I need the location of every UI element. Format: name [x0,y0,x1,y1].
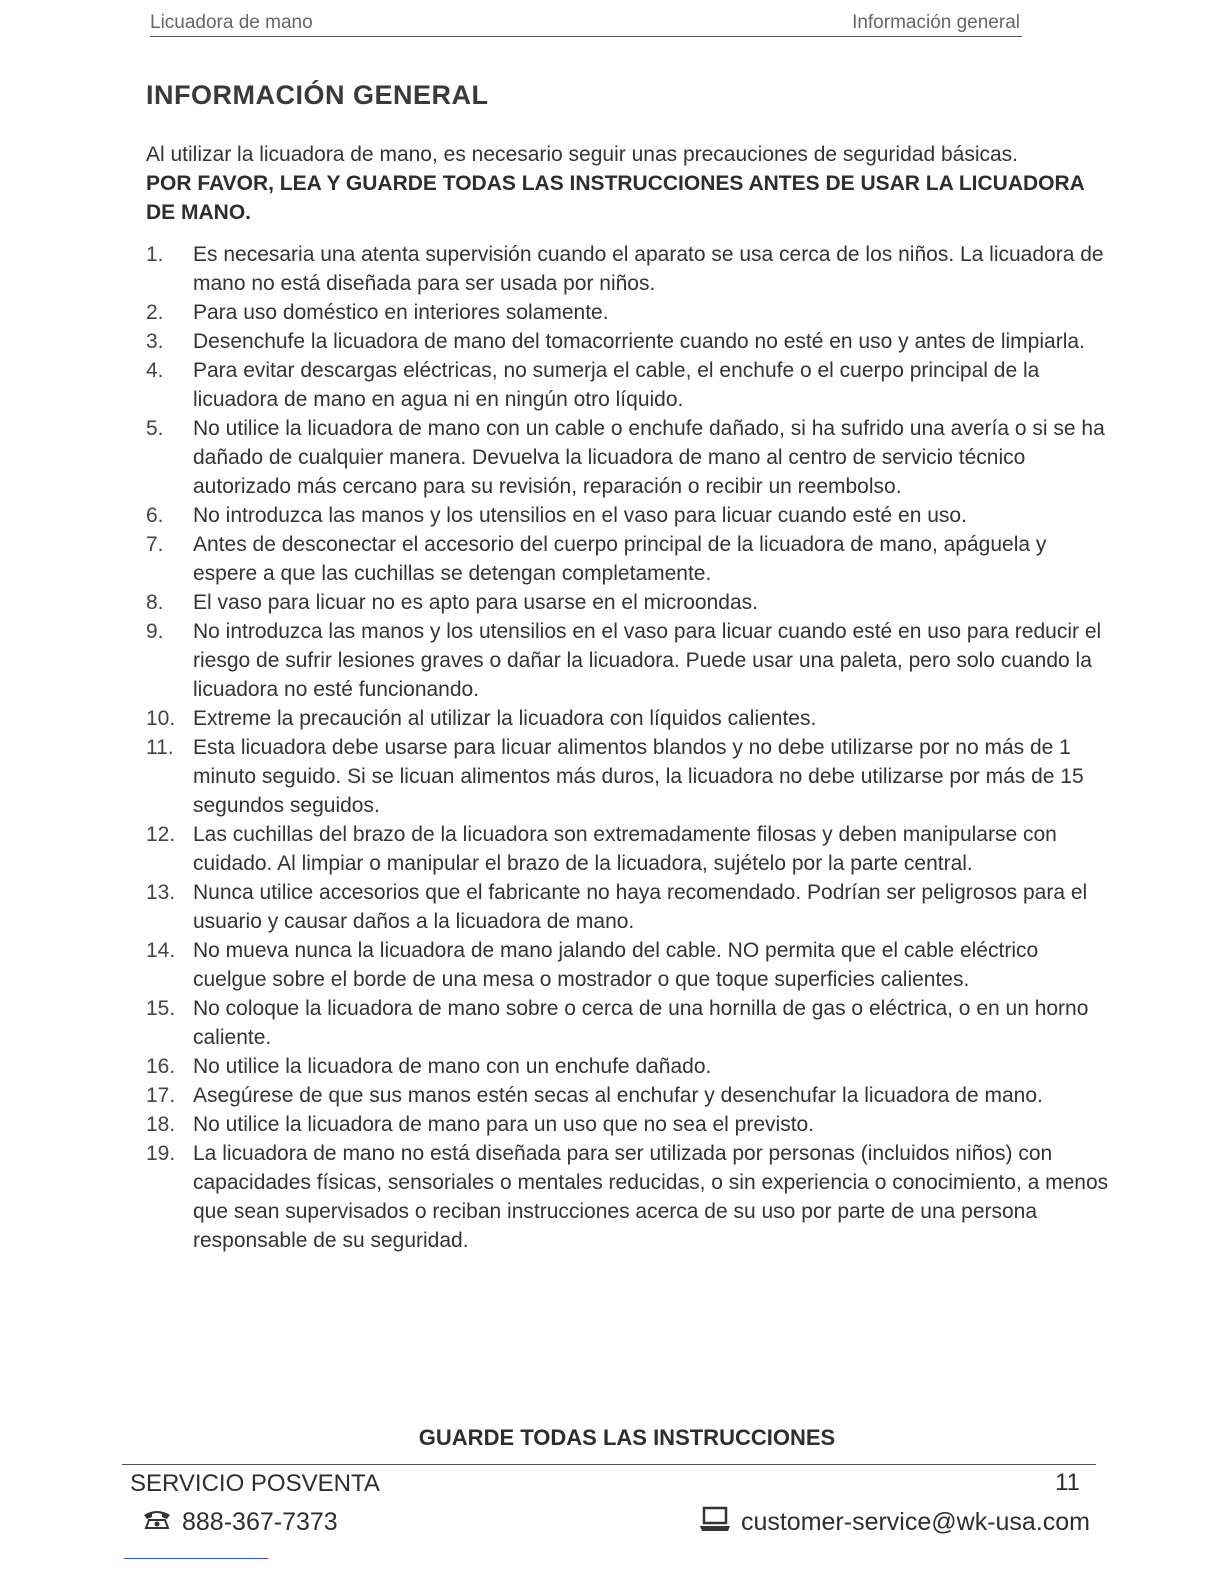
list-item-text: Las cuchillas del brazo de la licuadora son extremadamente filosas y deben manipularse con cuidado. Al limpiar o manipular el brazo de la licuadora, sujételo por la parte central. [193,823,1057,875]
list-item [146,1110,1111,1139]
list-item-number: 16. [146,1055,176,1078]
safety-instructions-list [146,240,1111,1255]
list-item-text: La licuadora de mano no está diseñada para ser utilizada por personas (incluidos niños) con capacidades físicas, sensoriales o mentales reducidas, o sin experiencia o conocimiento, a menos que sean supervisados o reciban instrucciones acerca de su uso por parte de una persona responsable de su seguridad. [193,1142,1109,1252]
list-item-number: 7. [146,533,164,556]
list-item-text: No utilice la licuadora de mano con un enchufe dañado. [193,1055,712,1078]
phone-number: 888-367-7373 [182,1508,338,1536]
list-item-text: Extreme la precaución al utilizar la licuadora con líquidos calientes. [193,707,817,730]
list-item-text: Asegúrese de que sus manos estén secas al enchufar y desenchufar la licuadora de mano. [193,1084,1043,1107]
list-item [146,704,1111,733]
footer-divider [122,1464,1096,1465]
list-item-text: No utilice la licuadora de mano con un cable o enchufe dañado, si ha sufrido una avería o si se ha dañado de cualquier manera. Devuelva la licuadora de mano al centro de servicio técnico autorizado más cercano para su revisión, reparación o recibir un reembolso. [193,417,1105,498]
list-item [146,1081,1111,1110]
list-item-text: El vaso para licuar no es apto para usarse en el microondas. [193,591,758,614]
closing-heading: GUARDE TODAS LAS INSTRUCCIONES [418,1425,836,1450]
list-item [146,501,1111,530]
list-item [146,356,1111,414]
running-header [150,12,1022,37]
intro-paragraph [146,140,1106,227]
email-address: customer-service@wk-usa.com [740,1508,1090,1536]
list-item-number: 14. [146,939,176,962]
list-item-number: 13. [146,881,176,904]
page-number: 11 [1055,1469,1080,1496]
list-item-number: 15. [146,997,176,1020]
list-item [146,588,1111,617]
list-item-text: Nunca utilice accesorios que el fabricante no haya recomendado. Podrían ser peligrosos para el usuario y causar daños a la licuadora de mano. [193,881,1088,933]
list-item-text: Para evitar descargas eléctricas, no sumerja el cable, el enchufe o el cuerpo principal de la licuadora de mano en agua ni en ningún otro líquido. [193,359,1040,411]
footer-service-label: SERVICIO POSVENTA [130,1470,380,1497]
page-title: INFORMACIÓN GENERAL [146,80,489,110]
footer-phone [142,1508,338,1537]
list-item-number: 5. [146,417,164,440]
scan-edge-line [124,1558,268,1559]
list-item-text: Antes de desconectar el accesorio del cuerpo principal de la licuadora de mano, apáguela y espere a que las cuchillas se detengan completamente. [193,533,1047,585]
list-item [146,617,1111,704]
list-item [146,414,1111,501]
list-item [146,298,1111,327]
list-item [146,994,1111,1052]
list-item-text: No utilice la licuadora de mano para un uso que no sea el previsto. [193,1113,815,1136]
list-item-text: Es necesaria una atenta supervisión cuando el aparato se usa cerca de los niños. La licuadora de mano no está diseñada para ser usada por niños. [193,243,1104,295]
list-item-number: 1. [146,243,164,266]
list-item-text: No introduzca las manos y los utensilios en el vaso para licuar cuando esté en uso para reducir el riesgo de sufrir lesiones graves o dañar la licuadora. Puede usar una paleta, pero solo cuando la licuadora no esté funcionando. [193,620,1102,701]
list-item [146,936,1111,994]
list-item [146,327,1111,356]
list-item-number: 8. [146,591,164,614]
list-item-number: 19. [146,1142,176,1165]
list-item-text: No introduzca las manos y los utensilios en el vaso para licuar cuando esté en uso. [193,504,967,527]
intro-text: Al utilizar la licuadora de mano, es necesario seguir unas precauciones de seguridad básicas. [146,143,1019,166]
list-item-number: 17. [146,1084,176,1107]
list-item-number: 4. [146,359,164,382]
list-item-number: 2. [146,301,164,324]
list-item [146,878,1111,936]
list-item-number: 3. [146,330,164,353]
list-item-text: No mueva nunca la licuadora de mano jalando del cable. NO permita que el cable eléctrico cuelgue sobre el borde de una mesa o mostrador o que toque superficies calientes. [193,939,1039,991]
list-item [146,1052,1111,1081]
intro-warning: POR FAVOR, LEA Y GUARDE TODAS LAS INSTRUCCIONES ANTES DE USAR LA LICUADORA DE MANO. [146,172,1085,224]
list-item-text: Desenchufe la licuadora de mano del tomacorriente cuando no esté en uso y antes de limpiarla. [193,330,1085,353]
list-item-text: Para uso doméstico en interiores solamente. [193,301,609,324]
list-item [146,733,1111,820]
list-item-number: 6. [146,504,164,527]
list-item-number: 18. [146,1113,176,1136]
list-item-text: Esta licuadora debe usarse para licuar alimentos blandos y no debe utilizarse por no más de 1 minuto seguido. Si se licuan alimentos más duros, la licuadora no debe utilizarse por más de 15 segundos seguidos. [193,736,1084,817]
list-item-number: 10. [146,707,176,730]
list-item [146,820,1111,878]
footer-email [699,1506,1090,1539]
list-item [146,240,1111,298]
list-item-text: No coloque la licuadora de mano sobre o cerca de una hornilla de gas o eléctrica, o en un horno caliente. [193,997,1089,1049]
list-item-number: 12. [146,823,176,846]
header-product-name: Licuadora de mano [150,12,313,33]
list-item [146,1139,1111,1255]
list-item [146,530,1111,588]
laptop-icon [699,1506,731,1539]
list-item-number: 9. [146,620,164,643]
list-item-number: 11. [146,736,174,759]
telephone-icon [142,1508,172,1537]
header-section-name: Información general [852,12,1020,33]
